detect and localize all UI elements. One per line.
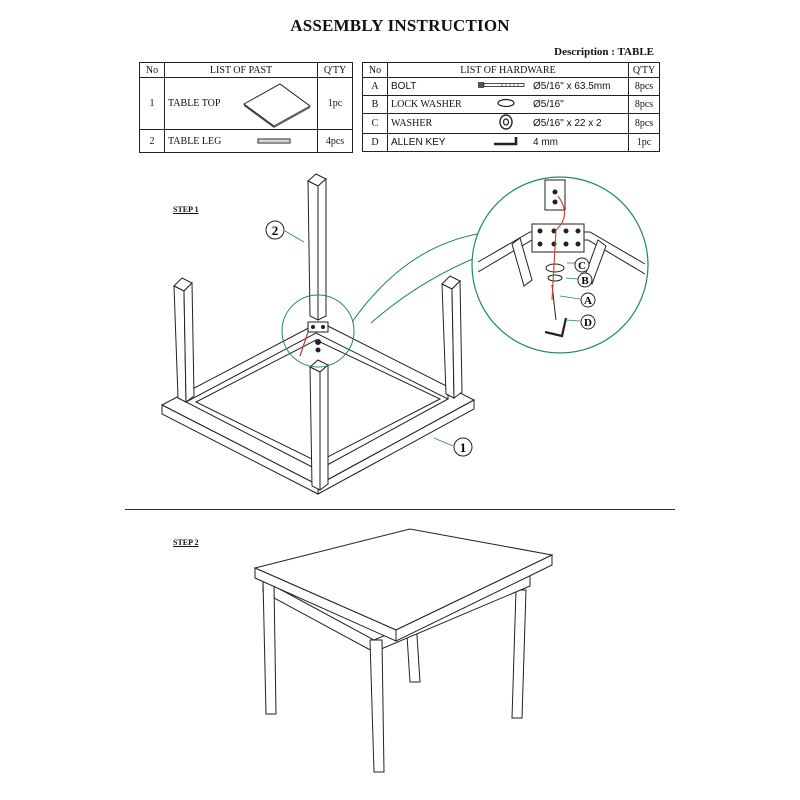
hardware-part xyxy=(316,348,320,352)
hardware-part xyxy=(316,340,321,345)
table-leg xyxy=(310,360,328,490)
callout-c-text: C xyxy=(578,260,586,272)
callout-2-text: 2 xyxy=(271,223,279,238)
parts-no-header: No xyxy=(140,63,165,78)
hw-spec: Ø5/16" x 22 x 2 xyxy=(530,114,629,134)
step2-label: STEP 2 xyxy=(173,538,199,547)
zoom-connector xyxy=(352,232,492,322)
callout-2-leader xyxy=(285,231,304,242)
step-divider xyxy=(125,509,675,510)
page-title: ASSEMBLY INSTRUCTION xyxy=(290,16,510,35)
hw-qty: 1pc xyxy=(629,134,660,152)
description-label: Description : TABLE xyxy=(554,46,654,58)
callout-d-text: D xyxy=(584,317,592,329)
hw-spec: Ø5/16" x 63.5mm xyxy=(530,78,629,96)
table-leg xyxy=(442,276,462,398)
hw-name: BOLT xyxy=(388,78,473,96)
part-qty: 1pc xyxy=(318,78,353,130)
zoom-connector xyxy=(371,256,480,323)
callout-1-text: 1 xyxy=(459,440,467,455)
part-no: 1 xyxy=(140,78,165,130)
hw-qty: 8pcs xyxy=(629,114,660,134)
callout-a-text: A xyxy=(584,295,592,307)
bolt-path xyxy=(300,332,308,356)
hw-no: A xyxy=(363,78,388,96)
parts-qty-header: Q'TY xyxy=(318,63,353,78)
hw-qty: 8pcs xyxy=(629,96,660,114)
table-leg xyxy=(174,278,194,402)
hw-name-header: LIST OF HARDWARE xyxy=(388,63,629,78)
step1-label: STEP 1 xyxy=(173,205,199,214)
upside-down-table xyxy=(162,174,474,494)
table-top-edge-left xyxy=(162,405,318,494)
part-qty: 4pcs xyxy=(318,130,353,153)
callout-b-text: B xyxy=(581,275,589,287)
hw-no: B xyxy=(363,96,388,114)
hw-name: ALLEN KEY xyxy=(388,134,473,152)
part-no: 2 xyxy=(140,130,165,153)
callout-1-leader xyxy=(434,438,453,446)
part-name: TABLE TOP xyxy=(168,98,221,109)
hw-name: LOCK WASHER xyxy=(388,96,473,114)
hw-spec: Ø5/16" xyxy=(530,96,629,114)
bracket-hole xyxy=(312,326,315,329)
table-top-edge-right xyxy=(318,400,474,494)
hw-no-header: No xyxy=(363,63,388,78)
parts-name-header: LIST OF PAST xyxy=(165,63,318,78)
table-leg xyxy=(308,174,326,320)
part-name: TABLE LEG xyxy=(168,135,222,147)
hw-qty: 8pcs xyxy=(629,78,660,96)
bracket-hole xyxy=(322,326,325,329)
hw-qty-header: Q'TY xyxy=(629,63,660,78)
hw-no: C xyxy=(363,114,388,134)
hw-spec: 4 mm xyxy=(530,134,629,152)
hw-no: D xyxy=(363,134,388,152)
hw-name: WASHER xyxy=(388,114,473,134)
